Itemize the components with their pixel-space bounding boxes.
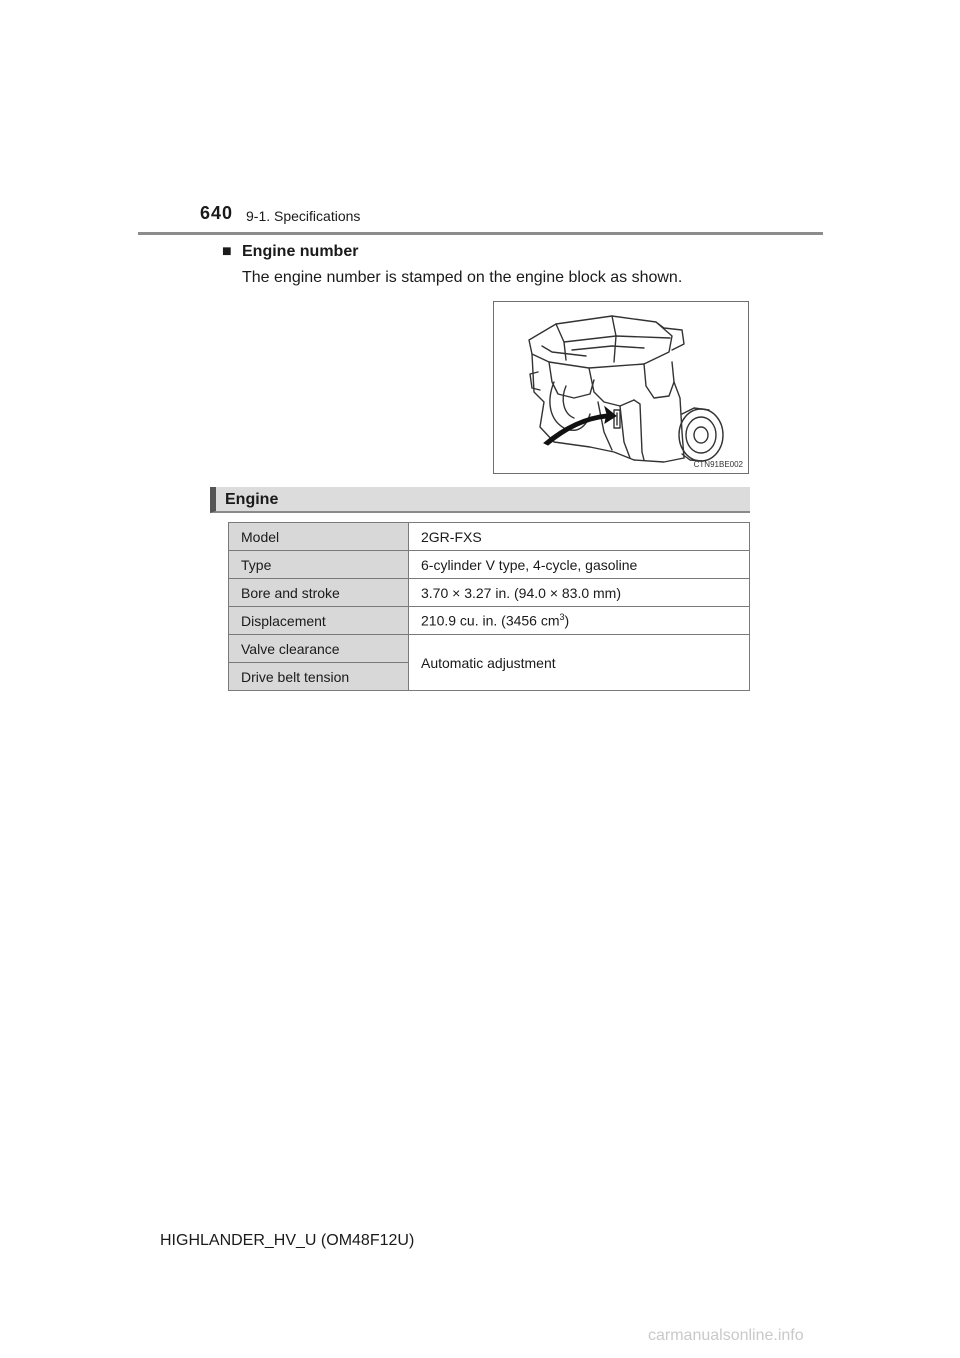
table-row [229,607,750,635]
figure-code: CTN91BE002 [693,460,743,469]
engine-spec-table [228,522,750,691]
spec-key: Model [229,523,409,551]
table-row [229,523,750,551]
table-row [229,551,750,579]
engine-section-heading: Engine [210,487,750,513]
spec-value: 3.70 × 3.27 in. (94.0 × 83.0 mm) [409,579,750,607]
engine-number-heading [222,243,358,261]
engine-illustration-icon [494,302,750,475]
spec-value: 2GR-FXS [409,523,750,551]
spec-value: 6-cylinder V type, 4-cycle, gasoline [409,551,750,579]
displacement-value: 210.9 cu. in. (3456 cm [421,612,560,629]
spec-key: Displacement [229,607,409,635]
engine-block-figure [493,301,749,474]
spec-key: Drive belt tension [229,663,409,691]
table-row [229,635,750,663]
spec-key: Valve clearance [229,635,409,663]
watermark-text: carmanualsonline.info [648,1327,804,1344]
engine-number-heading-text: Engine number [242,243,359,260]
header-divider [138,232,823,235]
table-row [229,579,750,607]
engine-number-description: The engine number is stamped on the engine block as shown. [242,269,683,286]
footer-model-code: HIGHLANDER_HV_U (OM48F12U) [160,1232,415,1249]
square-bullet-icon: ■ [222,243,232,260]
spec-key: Type [229,551,409,579]
page-number: 640 [200,203,234,223]
spec-value-displacement [409,607,750,635]
spec-value-merged: Automatic adjustment [409,635,750,691]
spec-key: Bore and stroke [229,579,409,607]
section-title: 9-1. Specifications [246,208,361,224]
displacement-suffix: ) [564,612,570,629]
displacement-superscript: 3 [559,612,565,623]
